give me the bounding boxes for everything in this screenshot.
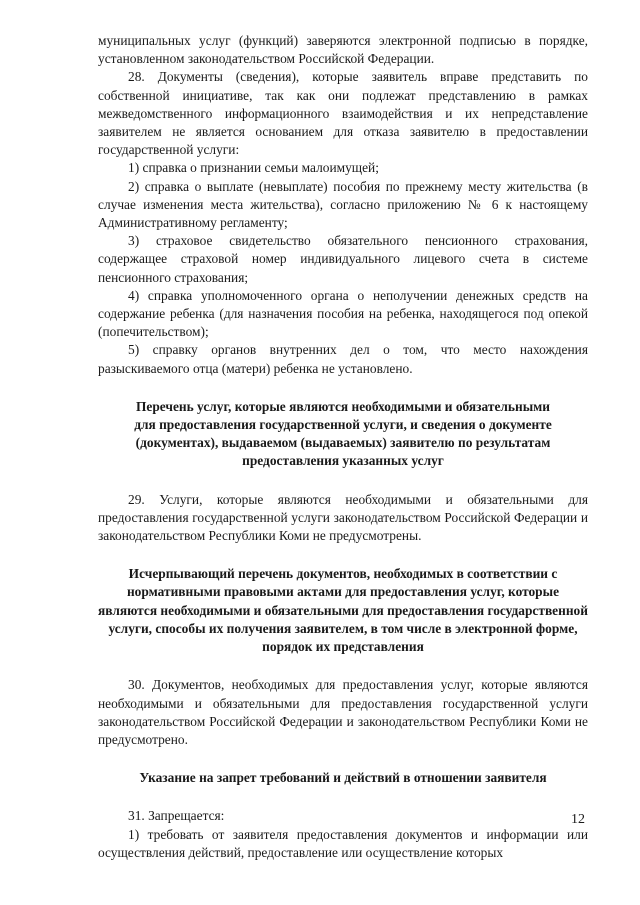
page-number: 12 <box>571 812 585 827</box>
list-item: 2) справка о выплате (невыплате) пособия по прежнему месту жительства (в случае изменения места жительства), согласно приложению № 6 к настоящему Административному регламенту; <box>98 178 588 231</box>
list-item: 3) страховое свидетельство обязательного пенсионного страхования, содержащее страховой номер индивидуального лицевого счета в системе пенсионного страхования; <box>98 233 588 285</box>
paragraph-30: 30. Документов, необходимых для предоставления услуг, которые являются необходимыми и обязательными для предоставления государственной услуги законодательством Российской Федерации и законодательством Республики Коми не предусмотрено. <box>98 677 588 747</box>
paragraph-29: 29. Услуги, которые являются необходимыми и обязательными для предоставления государственной услуги законодательством Российской Федерации и законодательством Республики Коми не предусмотрены. <box>98 491 588 544</box>
paragraph-continuation: муниципальных услуг (функций) заверяются электронной подписью в порядке, установленном законодательством Российской Федерации. <box>98 33 588 67</box>
section-heading: Перечень услуг, которые являются необходимыми и обязательными для предоставления государственной услуги, и сведения о документе (документах), выдаваемом (выдаваемых) заявителю по результатам предоставления указанных услуг <box>134 398 552 469</box>
list-item: 5) справку органов внутренних дел о том, что место нахождения разыскиваемого отца (матери) ребенка не установлено. <box>98 342 588 376</box>
document-body <box>98 32 588 862</box>
paragraph-28: 28. Документы (сведения), которые заявитель вправе представить по собственной инициативе, так как они подлежат представлению в рамках межведомственного информационного взаимодействия и их непредставление заявителем не является основанием для отказа заявителю в предоставлении государственной услуги: <box>98 69 588 158</box>
section-heading: Указание на запрет требований и действий в отношении заявителя <box>139 770 547 786</box>
list-item: 1) требовать от заявителя предоставления документов и информации или осуществления действий, предоставление или осуществление которых <box>98 826 588 860</box>
list-item: 4) справка уполномоченного органа о неполучении денежных средств на содержание ребенка (для назначения пособия на ребенка, находящегося под опекой (попечительством); <box>98 287 588 340</box>
list-item: 1) справка о признании семьи малоимущей; <box>128 160 379 176</box>
section-heading: Исчерпывающий перечень документов, необходимых в соответствии с нормативными правовыми актами для предоставления услуг, которые являются необходимыми и обязательными для предоставления государственной услуги, способы их получения заявителем, в том числе в электронной форме, порядок их представления <box>98 566 588 655</box>
paragraph-31: 31. Запрещается: <box>128 808 225 824</box>
